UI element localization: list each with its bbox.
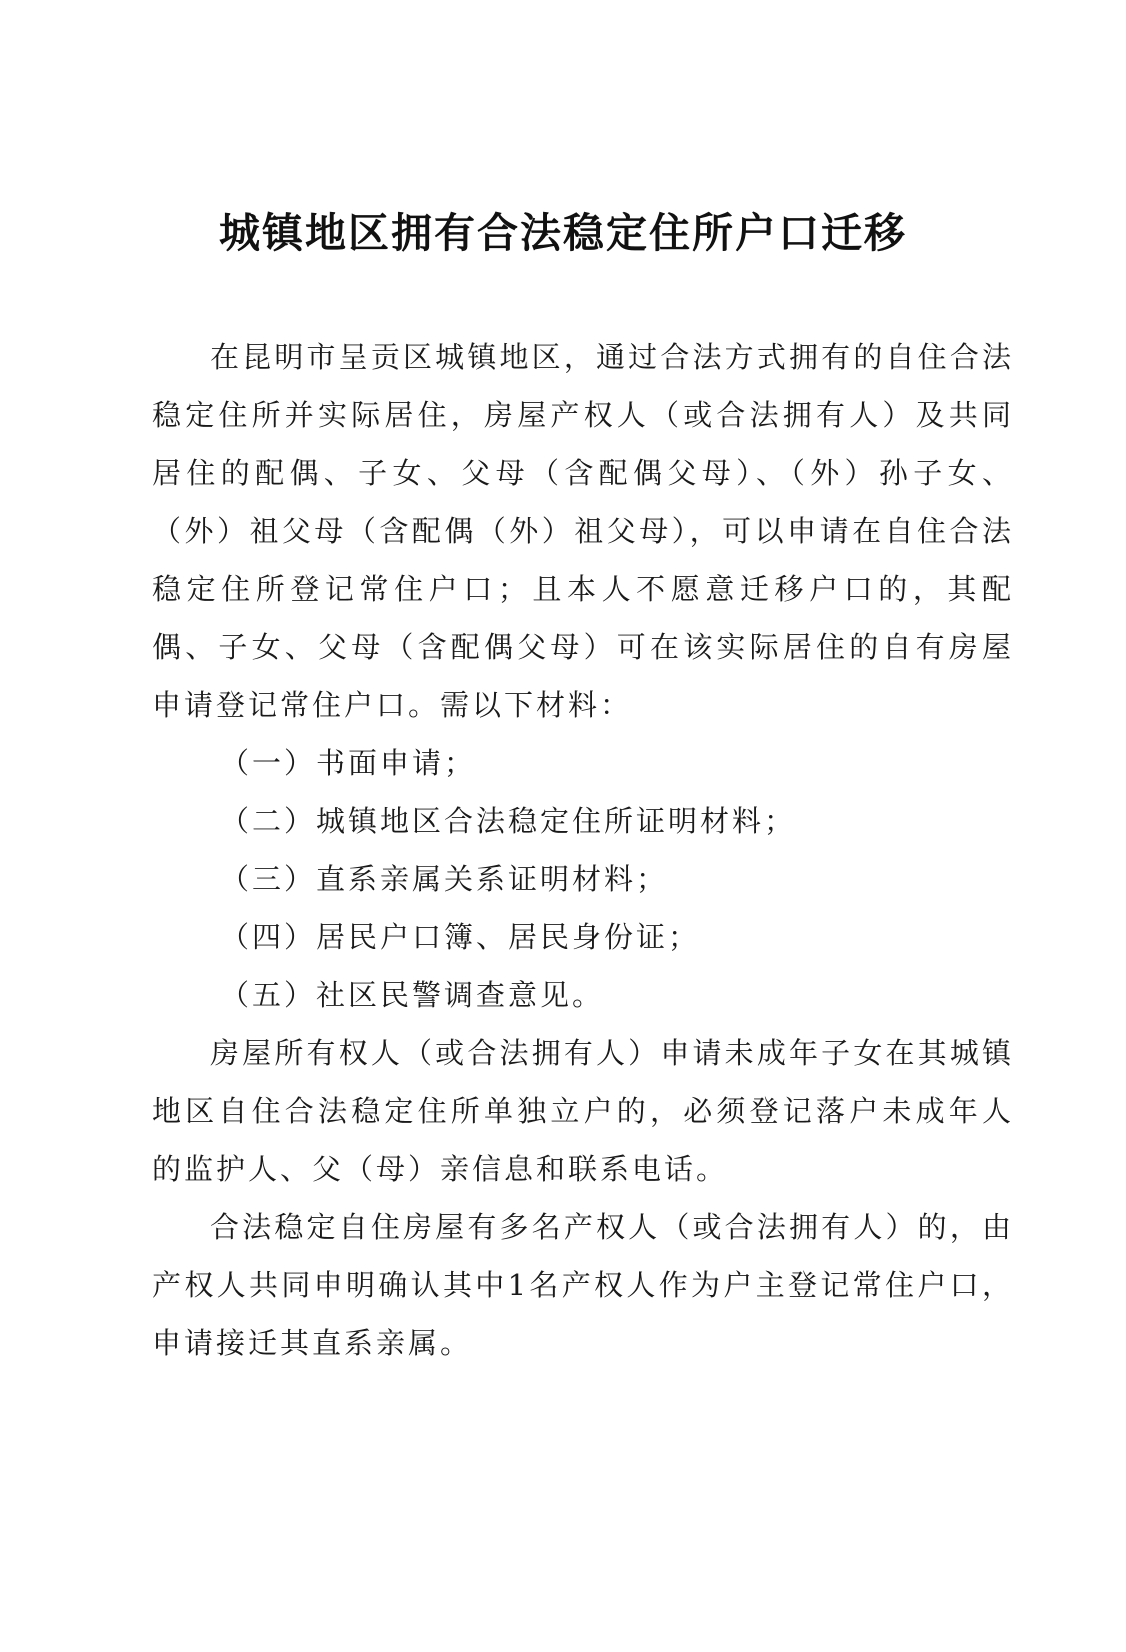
material-item-3: （三）直系亲属关系证明材料； xyxy=(220,862,669,896)
document-title: 城镇地区拥有合法稳定住所户口迁移 xyxy=(219,209,907,257)
document-body xyxy=(152,328,1014,1372)
material-item-5: （五）社区民警调查意见。 xyxy=(220,978,605,1012)
multi-owner-paragraph: 合法稳定自住房屋有多名产权人（或合法拥有人）的，由产权人共同申明确认其中1名产权人作为户主登记常住户口，申请接迁其直系亲属。 xyxy=(152,1210,1014,1360)
material-item-1: （一）书面申请； xyxy=(220,746,477,780)
minor-household-paragraph: 房屋所有权人（或合法拥有人）申请未成年子女在其城镇地区自住合法稳定住所单独立户的，必须登记落户未成年人的监护人、父（母）亲信息和联系电话。 xyxy=(152,1036,1014,1186)
material-item-2: （二）城镇地区合法稳定住所证明材料； xyxy=(220,804,797,838)
intro-paragraph: 在昆明市呈贡区城镇地区，通过合法方式拥有的自住合法稳定住所并实际居住，房屋产权人（或合法拥有人）及共同居住的配偶、子女、父母（含配偶父母）、（外）孙子女、（外）祖父母（含配偶（外）祖父母），可以申请在自住合法稳定住所登记常住户口；且本人不愿意迁移户口的，其配偶、子女、父母（含配偶父母）可在该实际居住的自有房屋申请登记常住户口。需以下材料： xyxy=(152,340,1014,722)
material-item-4: （四）居民户口簿、居民身份证； xyxy=(220,920,701,954)
